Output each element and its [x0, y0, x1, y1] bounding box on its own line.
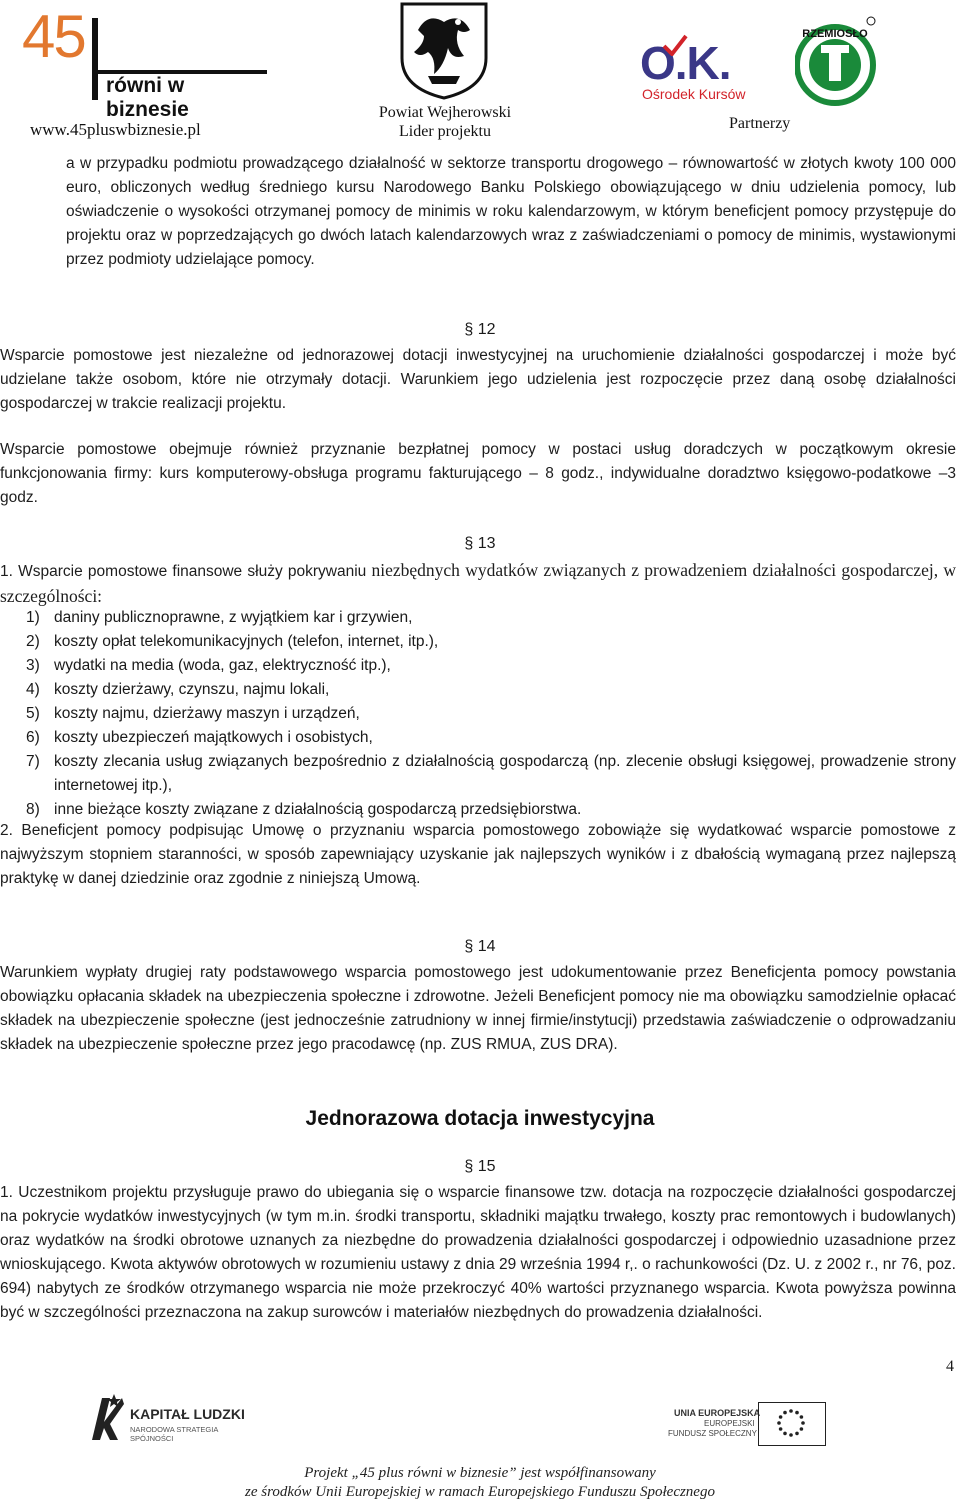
eu-line-3: FUNDUSZ SPOŁECZNY: [668, 1429, 757, 1438]
county-crest-icon: [398, 0, 490, 100]
logo-tagline: równi w biznesie: [106, 74, 189, 121]
kapital-ludzki-icon: [88, 1392, 126, 1444]
list-item-number: 6): [26, 729, 40, 746]
list-item: [0, 702, 956, 726]
list-item: [0, 606, 956, 630]
list-item-number: 1): [26, 609, 40, 626]
eu-flag-icon: [758, 1402, 826, 1446]
footer-note-1: Projekt „45 plus równi w biznesie” jest współfinansowany: [304, 1465, 656, 1481]
rzemioslo-logo-icon: [795, 15, 877, 107]
partners-label: Partnerzy: [729, 115, 791, 132]
county-role: Lider projektu: [399, 123, 491, 140]
list-item: [0, 654, 956, 678]
eu-star: [783, 1432, 787, 1436]
section-13-lead: [0, 558, 956, 610]
footer-note-2: ze środków Unii Europejskiej w ramach Europejskiego Funduszu Społecznego: [245, 1484, 715, 1500]
kapital-ludzki-logo: [88, 1392, 258, 1446]
rzemioslo-text: RZEMIOSŁO: [802, 28, 868, 40]
section-14-paragraph-1: Warunkiem wypłaty drugiej raty podstawowego wsparcia pomostowego jest udokumentowanie przez Beneficjenta pomocy powstania obowiązku opłacania składek na ubezpieczenia społeczne i zdrowotne. Jeżeli Beneficjent pomocy nie ma obowiązku samodzielnie opłacać składek na ubezpieczenie społeczne (jest jednocześnie zatrudniony w innej firmie/instytucji) przedstawia zaświadczenie o odprowadzaniu składek na ubezpieczenie społeczne przez jego pracodawcę (np. ZUS RMUA, ZUS DRA).: [0, 964, 956, 1053]
logo-number: 45: [22, 3, 85, 70]
list-item-text: wydatki na media (woda, gaz, elektryczność itp.),: [54, 657, 391, 674]
eu-star: [777, 1421, 781, 1425]
list-item-number: 5): [26, 705, 40, 722]
section-13-paragraph-2: 2. Beneficjent pomocy podpisując Umowę o przyznaniu wsparcia pomostowego zobowiąże się wydatkować wsparcie pomostowe z najwyższym stopniem staranności, w sposób zapewniający uzyskanie jak najlepszych wyników i z dbałością wymaganą przez najlepszą praktykę w danej dziedzinie oraz zgodnie z niniejszą Umową.: [0, 822, 956, 887]
section-13-label: § 13: [464, 535, 496, 552]
list-item: [0, 678, 956, 702]
intro-paragraph: a w przypadku podmiotu prowadzącego działalność w sektorze transportu drogowego – równowartość w złotych kwoty 100 000 euro, obliczonych według średniego kursu Narodowego Banku Polskiego obowiązującego w dniu udzielenia pomocy, lub oświadczenie o wysokości otrzymanej pomocy de minimis w roku kalendarzowym, w którym beneficjent pomocy przystępuje do projektu oraz w poprzedzających go dwóch latach kalendarzowych wraz z zaświadczeniami o pomocy de minimis, wystawionymi przez podmioty udzielające pomocy.: [66, 155, 956, 268]
page-number: 4: [946, 1358, 954, 1375]
section-14-label: § 14: [464, 938, 496, 955]
eu-line-1: UNIA EUROPEJSKA: [674, 1408, 761, 1418]
list-item-text: koszty dzierżawy, czynszu, najmu lokali,: [54, 681, 330, 698]
section-13-lead-a: 1. Wsparcie pomostowe finansowe służy pokrywaniu: [0, 563, 372, 580]
ok-logo-mark: O.K.: [640, 37, 731, 89]
kapital-ludzki-title: KAPITAŁ LUDZKI: [130, 1406, 245, 1422]
eu-line-2: EUROPEJSKI: [704, 1419, 755, 1428]
list-item-number: 4): [26, 681, 40, 698]
ok-osrodek-kursow-logo: [640, 36, 768, 106]
logo-vertical-bar: [92, 18, 98, 100]
list-item: [0, 750, 956, 798]
eu-star: [801, 1421, 805, 1425]
section-15-paragraph-1: 1. Uczestnikom projektu przysługuje prawo do ubiegania się o wsparcie finansowe tzw. dotacja na rozpoczęcie działalności gospodarczej na pokrycie wydatków inwestycyjnych (w tym m.in. środki transportu, składniki majątku trwałego, koszty prac remontowych i budowlanych) oraz wydatków na środki obrotowe uznanych za niezbędne do prowadzenia działalności gospodarczej i odpowiednio uzasadnione przez wnioskującego. Kwota aktywów obrotowych w rozumieniu ustawy z dnia 29 września 1994 r,. o rachunkowości (Dz. U. z 2002 r., nr 76, poz. 694) nabytych ze środków otrzymanego wsparcia nie może przekroczyć 40% wartości przyznanego wsparcia. Kwota powyższa powinna być w szczególności przeznaczona na zakup surowców i materiałów niezbędnych do prowadzenia działalności.: [0, 1184, 956, 1321]
list-item: [0, 726, 956, 750]
ok-logo-subtitle: Ośrodek Kursów: [642, 86, 746, 102]
eu-star: [789, 1409, 793, 1413]
eu-star: [800, 1427, 804, 1431]
list-item-text: koszty opłat telekomunikacyjnych (telefon, internet, itp.),: [54, 633, 439, 650]
list-item-text: koszty ubezpieczeń majątkowych i osobistych,: [54, 729, 373, 746]
list-item-text: koszty najmu, dzierżawy maszyn i urządzeń,: [54, 705, 360, 722]
list-item: [0, 630, 956, 654]
section-13-lead-b: niezbędnych wydatków związanych z prowadzeniem działalności gospodarczej, w szczególności:: [0, 560, 956, 606]
list-item-number: 3): [26, 657, 40, 674]
list-item-text: daniny publicznoprawne, z wyjątkiem kar i grzywien,: [54, 609, 413, 626]
eu-star: [789, 1433, 793, 1437]
eu-star: [779, 1415, 783, 1419]
eu-star: [783, 1411, 787, 1415]
logo-45-plus: [22, 3, 262, 121]
county-name: Powiat Wejherowski: [378, 104, 512, 121]
section-12-paragraph-2: Wsparcie pomostowe obejmuje również przyznanie bezpłatnej pomocy w postaci usług doradczych w początkowym okresie funkcjonowania firmy: kurs komputerowy-obsługa programu fakturującego – 8 godz., indywidualne doradztwo księgowo-podatkowe –3 godz.: [0, 441, 956, 506]
eu-star: [795, 1432, 799, 1436]
list-item-text: koszty zlecania usług związanych bezpośrednio z działalnością gospodarczą (np. zlecenie obsługi księgowej, prowadzenie strony internetowej itp.),: [54, 753, 956, 794]
section-15-label: § 15: [464, 1158, 496, 1175]
section-heading: Jednorazowa dotacja inwestycyjna: [305, 1107, 655, 1130]
check-icon: [662, 34, 688, 56]
eu-star: [779, 1427, 783, 1431]
eu-star: [800, 1415, 804, 1419]
county-block: [350, 103, 540, 141]
section-12-paragraph-1: Wsparcie pomostowe jest niezależne od jednorazowej dotacji inwestycyjnej na uruchomienie działalności gospodarczej i może być udzielane także osobom, które nie otrzymały dotacji. Warunkiem jego udzielenia jest rozpoczęcie przez daną osobę działalności gospodarczej w trakcie realizacji projektu.: [0, 347, 956, 412]
eu-star: [795, 1411, 799, 1415]
section-13-items: [0, 606, 956, 822]
eu-logo: [668, 1400, 828, 1446]
site-url: www.45pluswbiznesie.pl: [30, 120, 201, 139]
list-item-number: 2): [26, 633, 40, 650]
list-item-number: 8): [26, 801, 40, 818]
list-item-number: 7): [26, 753, 40, 770]
kapital-ludzki-subtitle: NARODOWA STRATEGIA SPÓJNOŚCI: [130, 1425, 218, 1443]
section-12-label: § 12: [464, 321, 496, 338]
list-item-text: inne bieżące koszty związane z działalnością gospodarczą przedsiębiorstwa.: [54, 801, 582, 818]
